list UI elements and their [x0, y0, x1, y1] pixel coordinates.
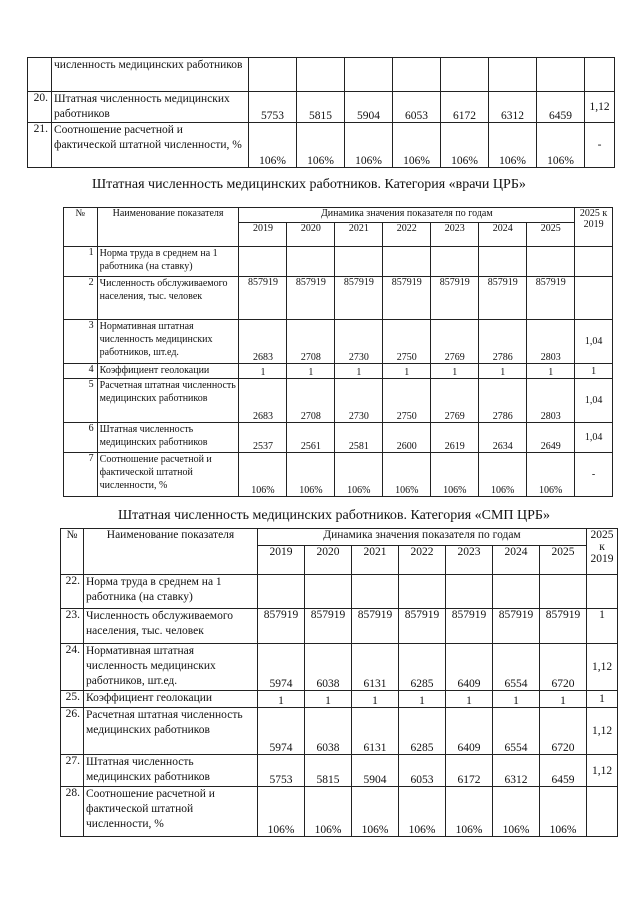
value-2020: 106% [297, 123, 345, 168]
table-row [64, 320, 613, 364]
value-2024: 857919 [479, 277, 527, 320]
value-2022: 106% [383, 453, 431, 497]
row-number: 27. [61, 755, 84, 787]
value-2019: 5974 [258, 708, 305, 755]
value-2024: 2786 [479, 379, 527, 423]
value-2025: 6720 [540, 644, 587, 691]
change-ratio: 1,04 [575, 379, 613, 423]
value-2019: 2537 [239, 423, 287, 453]
year-header: 2023 [446, 546, 493, 575]
change-ratio [587, 787, 618, 837]
value-2021: 1 [352, 691, 399, 708]
change-ratio [575, 277, 613, 320]
value-2021: 106% [352, 787, 399, 837]
table-row [61, 787, 618, 837]
value-2022 [383, 247, 431, 277]
row-number: 5 [64, 379, 98, 423]
value-2024: 1 [493, 691, 540, 708]
value-2020: 6038 [305, 644, 352, 691]
value-2021 [345, 58, 393, 92]
value-2021: 6131 [352, 644, 399, 691]
change-ratio [587, 575, 618, 609]
value-2025: 1 [540, 691, 587, 708]
value-2019: 5753 [249, 92, 297, 123]
value-2021: 2730 [335, 320, 383, 364]
value-2020 [287, 247, 335, 277]
value-2023: 6172 [446, 755, 493, 787]
indicator-name: Расчетная штатная численность медицинских работников [84, 708, 258, 755]
value-2022: 857919 [399, 609, 446, 644]
indicator-name: Норма труда в среднем на 1 работника (на ставку) [84, 575, 258, 609]
value-2021: 6131 [352, 708, 399, 755]
value-2025 [527, 247, 575, 277]
value-2023: 6409 [446, 708, 493, 755]
row-number: 20. [28, 92, 52, 123]
indicator-name: Норма труда в среднем на 1 работника (на ставку) [97, 247, 239, 277]
value-2024: 857919 [493, 609, 540, 644]
value-2025: 2649 [527, 423, 575, 453]
value-2022: 2750 [383, 379, 431, 423]
row-number: 28. [61, 787, 84, 837]
value-2020: 2708 [287, 320, 335, 364]
value-2022: 106% [399, 787, 446, 837]
value-2020: 5815 [305, 755, 352, 787]
value-2021: 1 [335, 364, 383, 379]
table-row [61, 755, 618, 787]
table-row [61, 691, 618, 708]
value-2024: 106% [493, 787, 540, 837]
indicator-name: Коэффициент геолокации [97, 364, 239, 379]
table-row [28, 58, 615, 92]
table-row [64, 247, 613, 277]
table-row [28, 123, 615, 168]
indicator-name: Штатная численность медицинских работников [97, 423, 239, 453]
value-2021 [352, 575, 399, 609]
row-number: 6 [64, 423, 98, 453]
year-header: 2023 [431, 223, 479, 247]
value-2025: 106% [527, 453, 575, 497]
table-row [64, 364, 613, 379]
value-2024: 2634 [479, 423, 527, 453]
value-2019: 857919 [258, 609, 305, 644]
indicator-name: численность медицинских работников [52, 58, 249, 92]
value-2021: 106% [335, 453, 383, 497]
row-number: 3 [64, 320, 98, 364]
header-indicator: Наименование показателя [84, 529, 258, 575]
value-2025: 6459 [537, 92, 585, 123]
value-2021: 857919 [352, 609, 399, 644]
value-2025: 6720 [540, 708, 587, 755]
value-2020: 2708 [287, 379, 335, 423]
value-2020: 6038 [305, 708, 352, 755]
table-row [64, 277, 613, 320]
row-number: 24. [61, 644, 84, 691]
row-number: 22. [61, 575, 84, 609]
indicator-name: Соотношение расчетной и фактической штатной численности, % [52, 123, 249, 168]
indicator-name: Расчетная штатная численность медицинских работников [97, 379, 239, 423]
value-2023 [431, 247, 479, 277]
value-2023: 2619 [431, 423, 479, 453]
indicator-name: Штатная численность медицинских работников [52, 92, 249, 123]
year-header: 2024 [493, 546, 540, 575]
indicator-name: Нормативная штатная численность медицинских работников, шт.ед. [97, 320, 239, 364]
value-2021: 106% [345, 123, 393, 168]
value-2019: 2683 [239, 379, 287, 423]
table-row [28, 92, 615, 123]
value-2021 [335, 247, 383, 277]
header-number: № [61, 529, 84, 575]
value-2020: 106% [287, 453, 335, 497]
value-2022: 1 [383, 364, 431, 379]
value-2025: 857919 [527, 277, 575, 320]
row-number: 23. [61, 609, 84, 644]
header-change: 2025 к 2019 [587, 529, 618, 575]
row-number: 4 [64, 364, 98, 379]
table-row [64, 379, 613, 423]
table-row [61, 575, 618, 609]
year-header: 2019 [239, 223, 287, 247]
value-2023: 857919 [446, 609, 493, 644]
section-title-doctors: Штатная численность медицинских работников. Категория «врачи ЦРБ» [92, 177, 526, 192]
value-2025: 2803 [527, 320, 575, 364]
table-row [61, 708, 618, 755]
value-2024: 106% [479, 453, 527, 497]
value-2019 [239, 247, 287, 277]
year-header: 2020 [305, 546, 352, 575]
value-2024: 1 [479, 364, 527, 379]
value-2022: 6053 [393, 92, 441, 123]
value-2020: 106% [305, 787, 352, 837]
value-2020 [305, 575, 352, 609]
value-2023: 1 [431, 364, 479, 379]
change-ratio: 1,12 [587, 644, 618, 691]
value-2019: 1 [239, 364, 287, 379]
change-ratio: 1 [587, 609, 618, 644]
header-change: 2025 к 2019 [575, 208, 613, 247]
row-number: 1 [64, 247, 98, 277]
row-number: 21. [28, 123, 52, 168]
indicator-name: Численность обслуживаемого населения, тыс. человек [84, 609, 258, 644]
value-2022 [393, 58, 441, 92]
header-number: № [64, 208, 98, 247]
year-header: 2024 [479, 223, 527, 247]
value-2019: 2683 [239, 320, 287, 364]
change-ratio [575, 247, 613, 277]
year-header: 2020 [287, 223, 335, 247]
value-2024: 6312 [489, 92, 537, 123]
indicator-name: Коэффициент геолокации [84, 691, 258, 708]
header-row [61, 529, 618, 546]
header-row [64, 208, 613, 223]
value-2021: 5904 [352, 755, 399, 787]
smp-table [60, 528, 618, 837]
value-2025 [540, 575, 587, 609]
value-2024 [479, 247, 527, 277]
year-header: 2025 [540, 546, 587, 575]
value-2025: 6459 [540, 755, 587, 787]
year-header: 2021 [352, 546, 399, 575]
value-2025: 2803 [527, 379, 575, 423]
value-2021: 5904 [345, 92, 393, 123]
indicator-name: Соотношение расчетной и фактической штатной численности, % [97, 453, 239, 497]
year-header: 2022 [383, 223, 431, 247]
value-2020: 1 [287, 364, 335, 379]
value-2023: 1 [446, 691, 493, 708]
header-dynamics: Динамика значения показателя по годам [258, 529, 587, 546]
continuation-table [27, 57, 615, 168]
value-2020: 857919 [305, 609, 352, 644]
value-2022: 2600 [383, 423, 431, 453]
value-2023: 6172 [441, 92, 489, 123]
value-2022: 2750 [383, 320, 431, 364]
value-2023: 857919 [431, 277, 479, 320]
value-2024: 2786 [479, 320, 527, 364]
value-2022: 6285 [399, 708, 446, 755]
table-row [61, 644, 618, 691]
value-2023 [441, 58, 489, 92]
value-2025 [537, 58, 585, 92]
value-2020 [297, 58, 345, 92]
value-2023: 106% [446, 787, 493, 837]
value-2023: 106% [441, 123, 489, 168]
value-2022: 6053 [399, 755, 446, 787]
value-2023 [446, 575, 493, 609]
doctors-table [63, 207, 613, 497]
value-2024: 6312 [493, 755, 540, 787]
year-header: 2021 [335, 223, 383, 247]
value-2019: 106% [239, 453, 287, 497]
value-2019: 106% [258, 787, 305, 837]
change-ratio: 1,12 [587, 755, 618, 787]
change-ratio: - [575, 453, 613, 497]
row-number: 7 [64, 453, 98, 497]
value-2024 [489, 58, 537, 92]
header-indicator: Наименование показателя [97, 208, 239, 247]
value-2020: 857919 [287, 277, 335, 320]
change-ratio: 1 [575, 364, 613, 379]
value-2019: 5974 [258, 644, 305, 691]
year-header: 2022 [399, 546, 446, 575]
value-2025: 1 [527, 364, 575, 379]
row-number: 25. [61, 691, 84, 708]
value-2021: 2730 [335, 379, 383, 423]
value-2019: 857919 [239, 277, 287, 320]
indicator-name: Штатная численность медицинских работников [84, 755, 258, 787]
value-2022: 1 [399, 691, 446, 708]
row-number: 26. [61, 708, 84, 755]
header-dynamics: Динамика значения показателя по годам [239, 208, 575, 223]
value-2022: 6285 [399, 644, 446, 691]
value-2023: 2769 [431, 379, 479, 423]
value-2023: 106% [431, 453, 479, 497]
table-row [64, 423, 613, 453]
change-ratio [585, 58, 615, 92]
value-2019 [249, 58, 297, 92]
change-ratio: 1,04 [575, 320, 613, 364]
value-2023: 2769 [431, 320, 479, 364]
section-title-smp: Штатная численность медицинских работников. Категория «СМП ЦРБ» [118, 508, 550, 523]
change-ratio: 1 [587, 691, 618, 708]
value-2023: 6409 [446, 644, 493, 691]
value-2020: 1 [305, 691, 352, 708]
change-ratio: 1,04 [575, 423, 613, 453]
indicator-name: Нормативная штатная численность медицинских работников, шт.ед. [84, 644, 258, 691]
year-header: 2025 [527, 223, 575, 247]
value-2020: 2561 [287, 423, 335, 453]
value-2022 [399, 575, 446, 609]
row-number: 2 [64, 277, 98, 320]
year-header: 2019 [258, 546, 305, 575]
value-2022: 857919 [383, 277, 431, 320]
value-2021: 857919 [335, 277, 383, 320]
indicator-name: Численность обслуживаемого населения, тыс. человек [97, 277, 239, 320]
value-2025: 106% [537, 123, 585, 168]
table-row [64, 453, 613, 497]
value-2025: 857919 [540, 609, 587, 644]
value-2024: 6554 [493, 708, 540, 755]
value-2020: 5815 [297, 92, 345, 123]
value-2019 [258, 575, 305, 609]
value-2021: 2581 [335, 423, 383, 453]
change-ratio: 1,12 [587, 708, 618, 755]
table-row [61, 609, 618, 644]
value-2024: 6554 [493, 644, 540, 691]
change-ratio: 1,12 [585, 92, 615, 123]
indicator-name: Соотношение расчетной и фактической штатной численности, % [84, 787, 258, 837]
value-2025: 106% [540, 787, 587, 837]
value-2019: 106% [249, 123, 297, 168]
value-2022: 106% [393, 123, 441, 168]
row-number [28, 58, 52, 92]
value-2019: 1 [258, 691, 305, 708]
value-2019: 5753 [258, 755, 305, 787]
value-2024 [493, 575, 540, 609]
value-2024: 106% [489, 123, 537, 168]
change-ratio: - [585, 123, 615, 168]
